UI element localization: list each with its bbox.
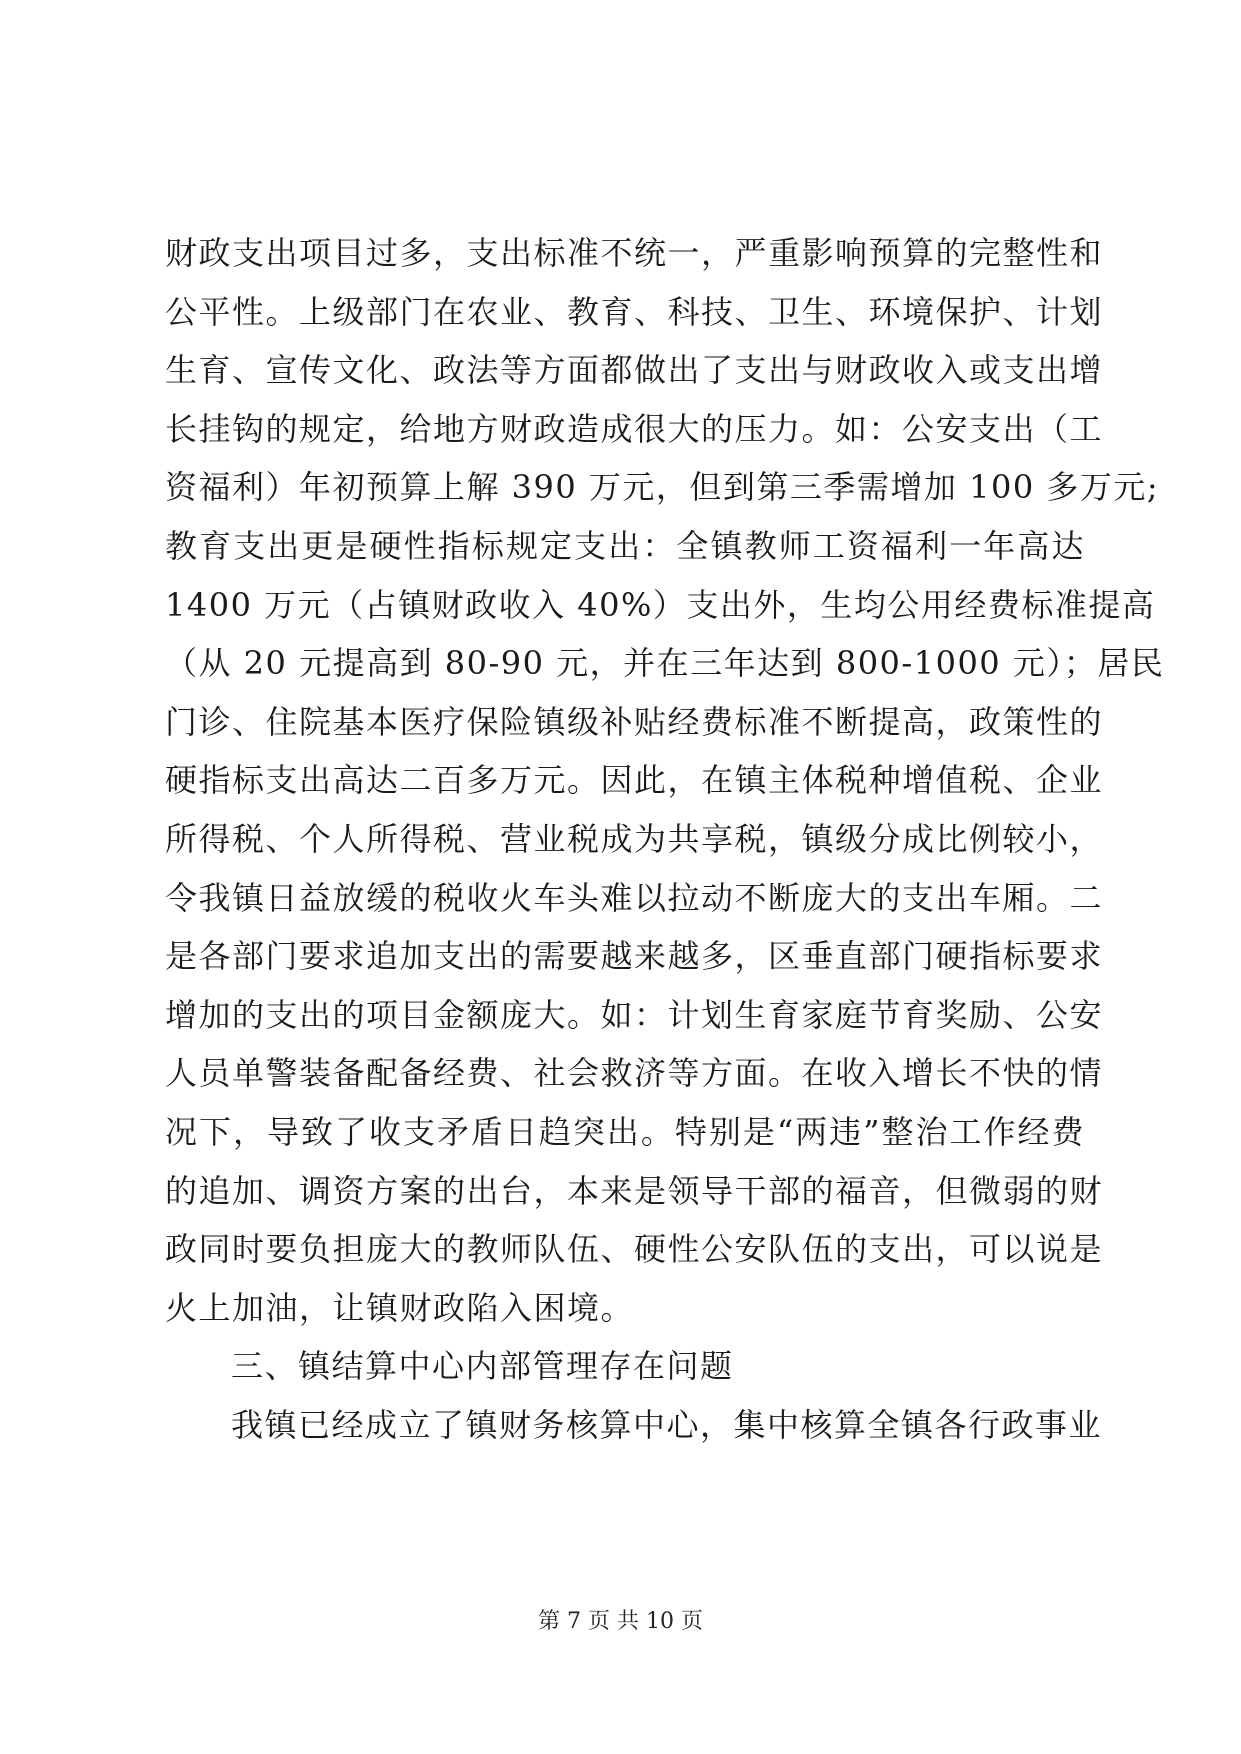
text-line: 所得税、个人所得税、营业税成为共享税，镇级分成比例较小， (165, 819, 1104, 858)
text-line: 政同时要负担庞大的教师队伍、硬性公安队伍的支出，可以说是 (165, 1230, 1104, 1269)
text-line: 人员单警装备配备经费、社会救济等方面。在收入增长不快的情 (165, 1054, 1104, 1093)
text-line: 1400 万元（占镇财政收入 40%）支出外，生均公用经费标准提高 (165, 585, 1156, 624)
text-line: 三、镇结算中心内部管理存在问题 (231, 1347, 734, 1386)
text-line: 我镇已经成立了镇财务核算中心，集中核算全镇各行政事业 (231, 1405, 1103, 1444)
text-line: 令我镇日益放缓的税收火车头难以拉动不断庞大的支出车厢。二 (165, 878, 1104, 917)
page-footer: 第 7 页 共 10 页 (538, 1609, 703, 1634)
text-line: 是各部门要求追加支出的需要越来越多，区垂直部门硬指标要求 (165, 937, 1104, 976)
body-text (165, 224, 1165, 1454)
text-line: 资福利）年初预算上解 390 万元，但到第三季需增加 100 多万元; (165, 468, 1160, 507)
text-line: 硬指标支出高达二百多万元。因此，在镇主体税种增值税、企业 (165, 761, 1104, 800)
text-line: 门诊、住院基本医疗保险镇级补贴经费标准不断提高，政策性的 (165, 702, 1104, 741)
text-line: 况下，导致了收支矛盾日趋突出。特别是“两违”整治工作经费 (165, 1112, 1085, 1151)
text-line: 生育、宣传文化、政法等方面都做出了支出与财政收入或支出增 (165, 351, 1104, 390)
text-line: （从 20 元提高到 80-90 元，并在三年达到 800-1000 元）；居民 (165, 644, 1165, 683)
text-line: 财政支出项目过多，支出标准不统一，严重影响预算的完整性和 (165, 234, 1104, 272)
text-line: 公平性。上级部门在农业、教育、科技、卫生、环境保护、计划 (165, 292, 1104, 331)
text-line: 火上加油，让镇财政陷入困境。 (165, 1288, 635, 1327)
text-line: 的追加、调资方案的出台，本来是领导干部的福音，但微弱的财 (165, 1171, 1104, 1210)
text-line: 增加的支出的项目金额庞大。如：计划生育家庭节育奖励、公安 (165, 995, 1104, 1034)
text-line: 长挂钩的规定，给地方财政造成很大的压力。如：公安支出（工 (165, 409, 1104, 448)
text-line: 教育支出更是硬性指标规定支出：全镇教师工资福利一年高达 (165, 526, 1085, 565)
